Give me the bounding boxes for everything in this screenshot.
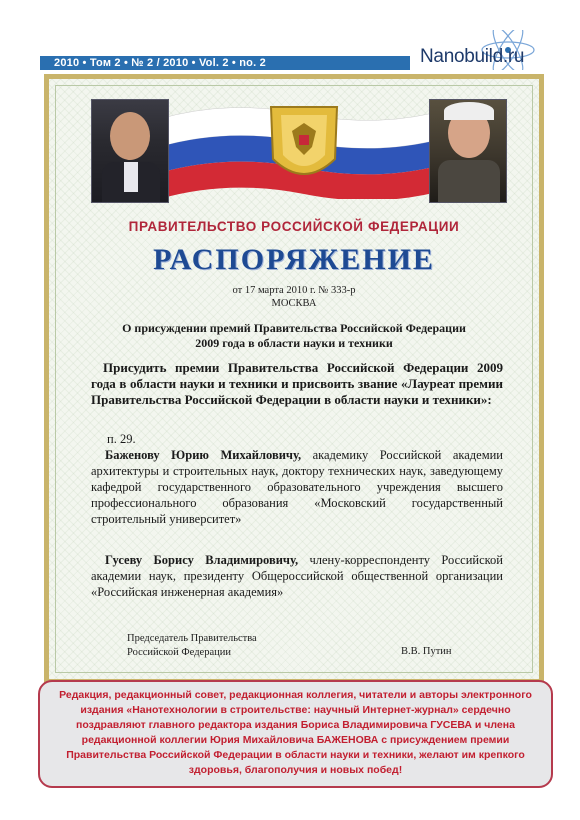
government-title: ПРАВИТЕЛЬСТВО РОССИЙСКОЙ ФЕДЕРАЦИИ — [128, 219, 460, 234]
photo-gusev — [429, 99, 507, 203]
laureate-description: академику Российской академии архитектуры и строительных наук, доктору технических наук, заведующему кафедрой государственного образовательного учреждения высшего профессионального образования «Московский государственный строительный университет» — [91, 448, 503, 526]
decree-title: РАСПОРЯЖЕНИЕ — [153, 243, 435, 276]
signature-name: В.В. Путин — [401, 646, 452, 657]
congratulation-box: Редакция, редакционный совет, редакционная коллегия, читатели и авторы электронного издания «Нанотехнологии в строительстве: научный Интернет-журнал» сердечно поздравляют главного редактора издания Бориса Владимировича ГУСЕВА и члена редакционной коллегии Юрия Михайловича БАЖЕНОВА с присуждением премии Правительства Российской Федерации в области науки и техники, желают им крепкого здоровья, благополучия и новых побед! — [38, 680, 553, 788]
decree-certificate — [44, 74, 544, 684]
subject-line-1: О присуждении премий Правительства Российской Федерации — [122, 321, 466, 335]
chairman-line-2: Российской Федерации — [127, 647, 231, 658]
chairman-line-1: Председатель Правительства — [127, 633, 257, 644]
laureate-name: Баженову Юрию Михайловичу, — [105, 448, 302, 462]
decree-date: от 17 марта 2010 г. № 333-р — [232, 285, 356, 296]
laureate-gusev — [91, 552, 503, 600]
laureate-description: члену-корреспонденту Российской академии наук, президенту Общероссийской общественной организации «Российская инженерная академия» — [91, 553, 503, 599]
laureate-name: Гусеву Борису Владимировичу, — [105, 553, 299, 567]
chairman-title — [127, 632, 257, 660]
laureate-bazhenov — [91, 447, 503, 527]
resolution-paragraph: Присудить премии Правительства Российской Федерации 2009 года в области науки и техники и присвоить звание «Лауреат премии Правительства Российской Федерации в области науки и техники»: — [91, 360, 503, 407]
issue-header-bar: 2010 • Том 2 • № 2 / 2010 • Vol. 2 • no. 2 — [40, 56, 410, 70]
photo-bazhenov — [91, 99, 169, 203]
item-number: п. 29. — [107, 432, 136, 446]
decree-subject — [89, 321, 499, 351]
russian-flag-emblem-icon — [159, 89, 449, 199]
resolution-text — [91, 360, 503, 408]
subject-line-2: 2009 года в области науки и техники — [195, 336, 393, 350]
decree-city: МОСКВА — [271, 298, 317, 309]
site-logo[interactable]: Nanobuild.ru — [420, 46, 525, 67]
